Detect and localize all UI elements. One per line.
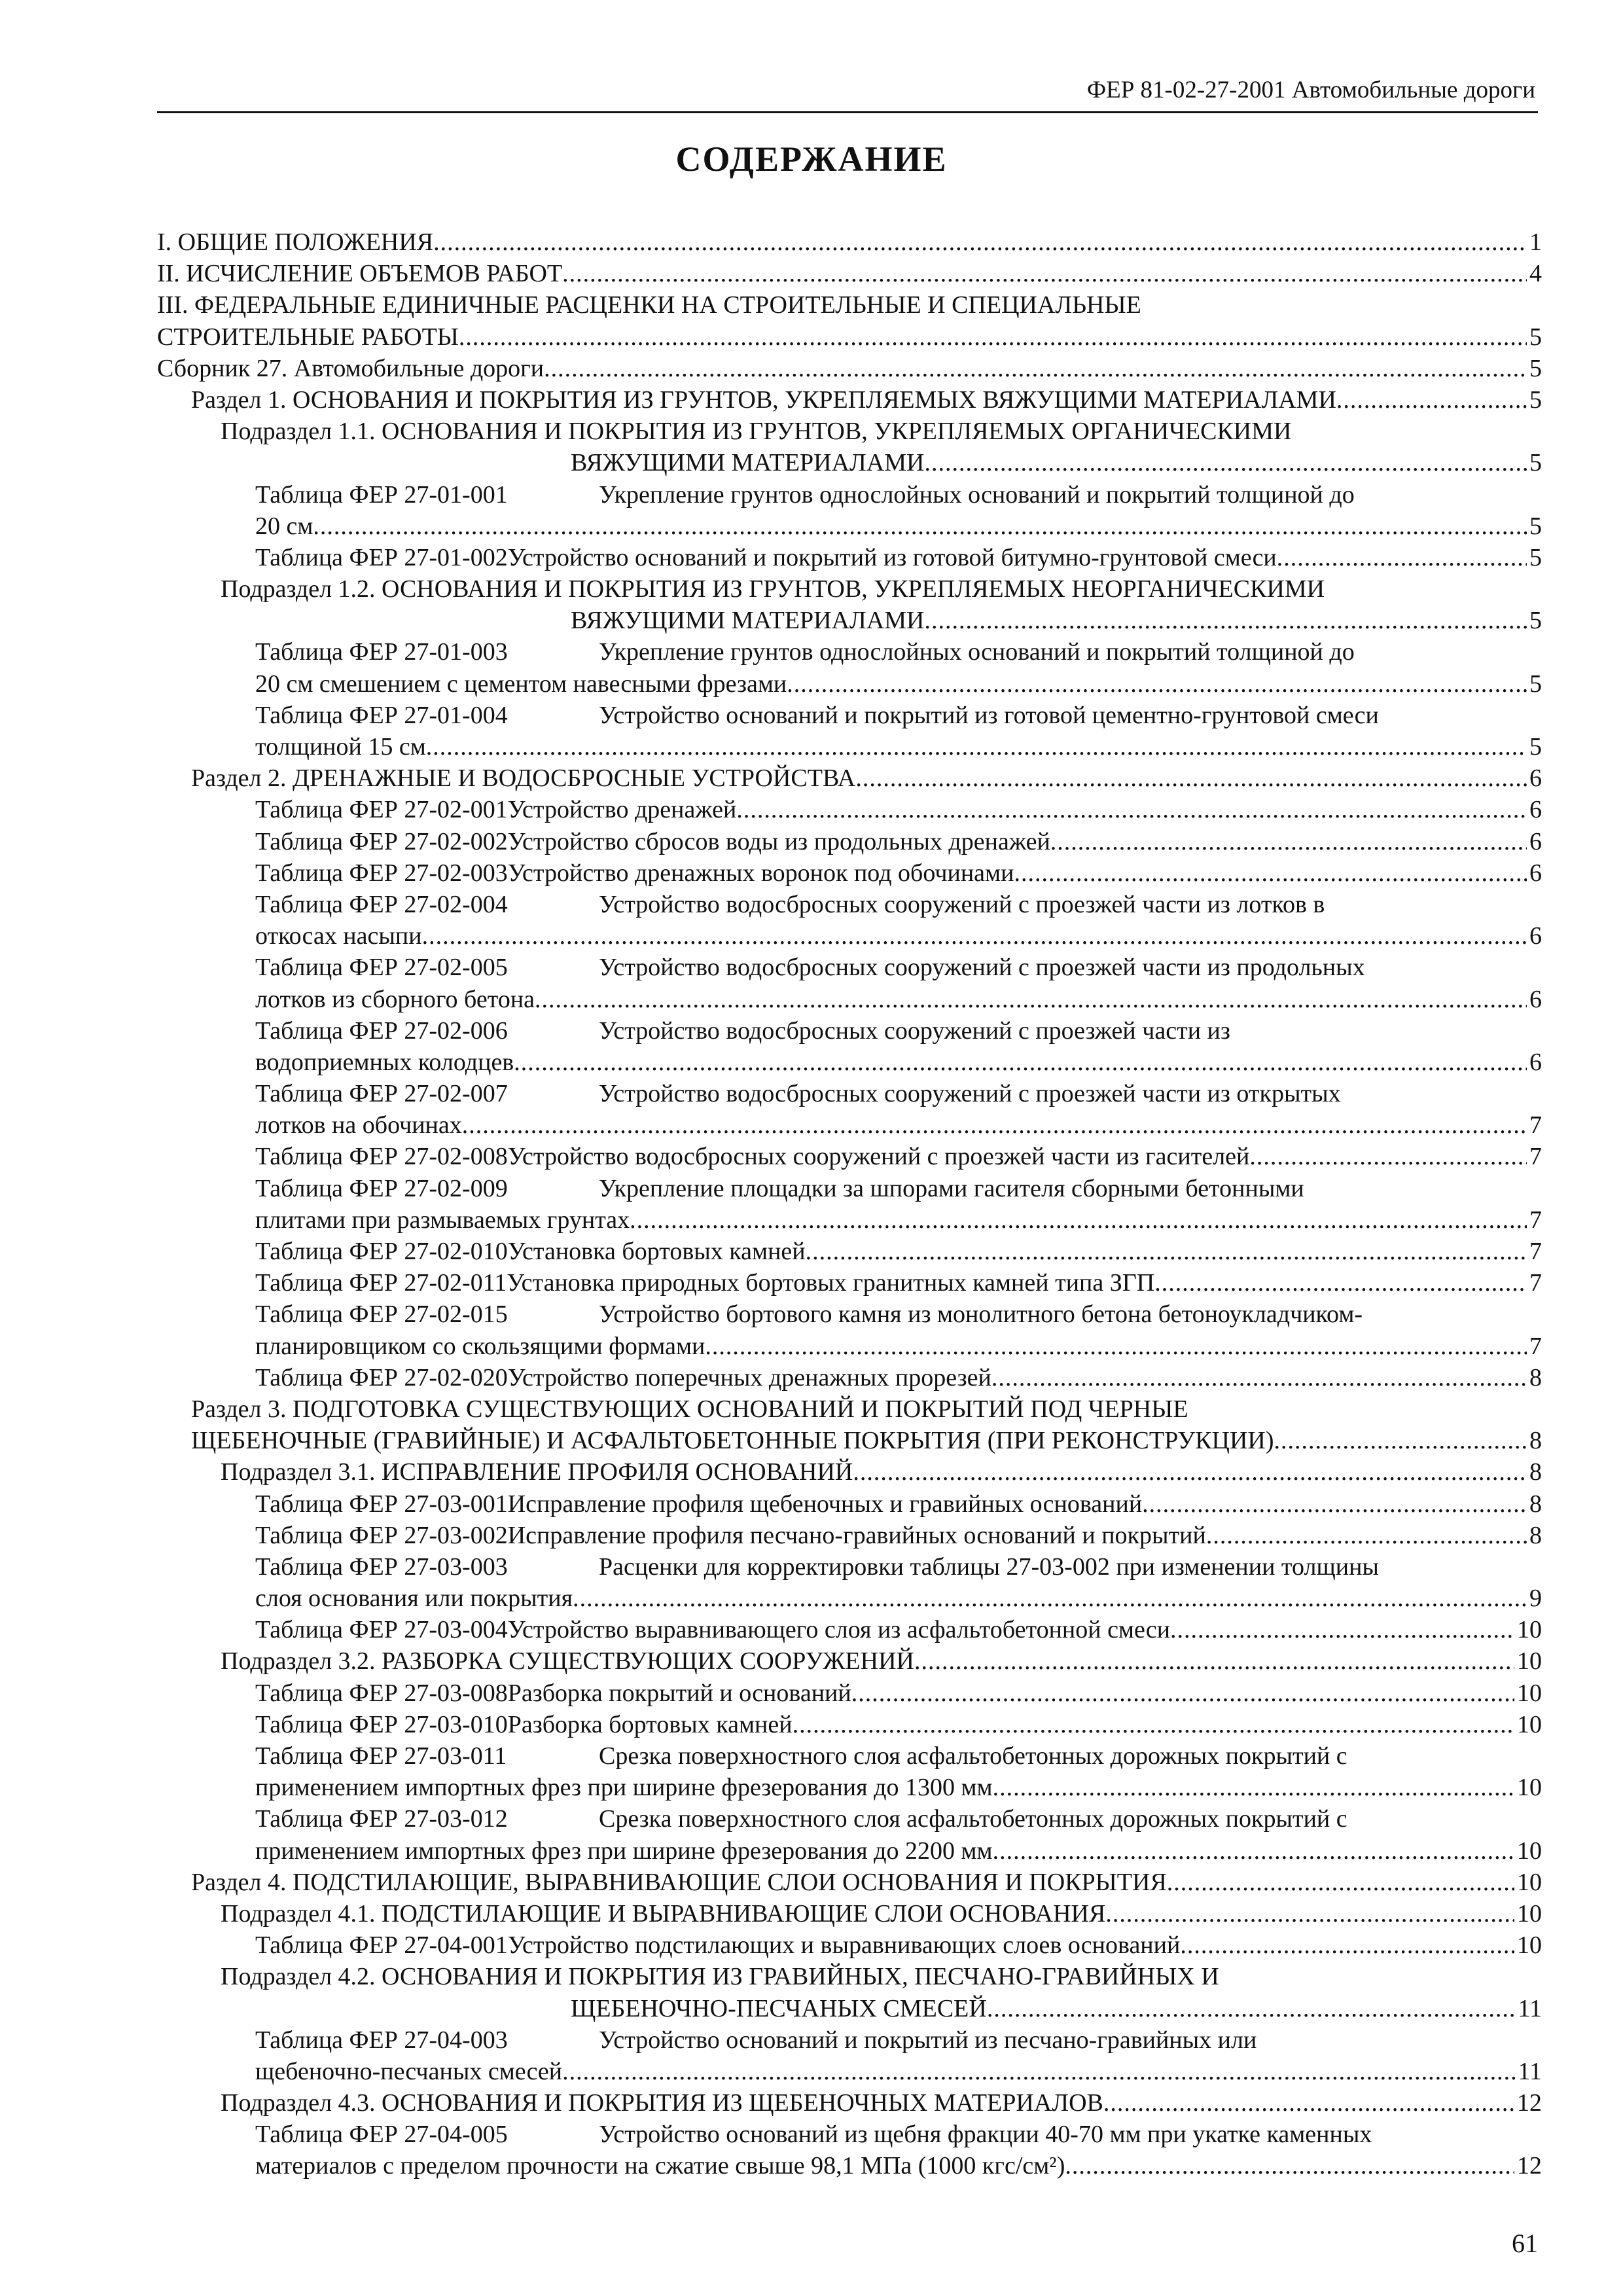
dot-leader	[1105, 1898, 1514, 1929]
dot-leader	[462, 1109, 1527, 1141]
toc-entry-page: 6	[1529, 1048, 1542, 1076]
toc-entry[interactable]	[157, 952, 1542, 983]
toc-entry-text: Подраздел 1.1. ОСНОВАНИЯ И ПОКРЫТИЯ ИЗ ГРУНТОВ, УКРЕПЛЯЕМЫХ ОРГАНИЧЕСКИМИ	[221, 418, 1292, 446]
toc-entry-text: Раздел 4. ПОДСТИЛАЮЩИЕ, ВЫРАВНИВАЮЩИЕ СЛОИ ОСНОВАНИЯ И ПОКРЫТИЯ	[191, 1868, 1167, 1896]
dot-leader	[914, 1645, 1514, 1677]
toc-entry-text: водоприемных колодцев	[255, 1048, 514, 1076]
toc-entry-page: 8	[1529, 1458, 1542, 1486]
toc-entry-page: 10	[1517, 1710, 1542, 1738]
dot-leader	[313, 511, 1527, 542]
dot-leader	[562, 2056, 1515, 2087]
toc-entry-page: 8	[1529, 1427, 1542, 1455]
toc-entry[interactable]	[157, 1173, 1542, 1204]
toc-entry[interactable]	[157, 668, 1542, 700]
toc-entry-page: 10	[1517, 1837, 1542, 1865]
toc-entry-label: Таблица ФЕР 27-02-020	[255, 1363, 508, 1391]
toc-entry-page: 4	[1529, 260, 1542, 288]
toc-entry-text: Устройство оснований и покрытий из готовой битумно-грунтовой смеси	[507, 543, 1277, 571]
toc-entry[interactable]	[157, 1362, 1542, 1393]
toc-entry-label: Таблица ФЕР 27-01-002	[255, 543, 508, 571]
toc-entry-text: лотков из сборного бетона	[255, 985, 535, 1013]
dot-leader	[1180, 1929, 1514, 1961]
toc-entry-text: откосах насыпи	[255, 922, 422, 950]
toc-entry-page: 7	[1529, 1269, 1542, 1297]
toc-entry-text: толщиной 15 см	[255, 733, 426, 761]
toc-entry-text: Устройство оснований и покрытий из песчано-гравийных или	[599, 2026, 1257, 2054]
toc-entry[interactable]	[157, 258, 1542, 289]
toc-entry[interactable]	[157, 1740, 1542, 1772]
dot-leader	[1050, 826, 1527, 857]
toc-entry-label: Таблица ФЕР 27-02-001	[255, 796, 508, 824]
running-header	[157, 73, 1538, 113]
table-of-contents	[157, 226, 1542, 2182]
toc-entry-text: Раздел 2. ДРЕНАЖНЫЕ И ВОДОСБРОСНЫЕ УСТРОЙСТВА	[191, 764, 856, 793]
toc-entry-text: Подраздел 1.2. ОСНОВАНИЯ И ПОКРЫТИЯ ИЗ ГРУНТОВ, УКРЕПЛЯЕМЫХ НЕОРГАНИЧЕСКИМИ	[221, 575, 1325, 603]
toc-entry-text: Устройство подстилающих и выравнивающих слоев оснований	[507, 1931, 1181, 1960]
toc-entry[interactable]	[157, 1772, 1542, 1803]
toc-entry[interactable]	[157, 1204, 1542, 1236]
toc-entry-page: 1	[1529, 228, 1542, 256]
toc-entry-label: Таблица ФЕР 27-02-007	[255, 1080, 508, 1108]
toc-entry[interactable]	[157, 1583, 1542, 1614]
toc-entry-text: Разборка покрытий и оснований	[507, 1679, 851, 1707]
toc-entry-text: Срезка поверхностного слоя асфальтобетонных дорожных покрытий с	[599, 1805, 1347, 1833]
toc-entry-page: 10	[1517, 1868, 1542, 1896]
toc-entry-page: 7	[1529, 1111, 1542, 1139]
toc-entry-text: 20 см	[255, 512, 313, 540]
toc-entry-page: 7	[1529, 1206, 1542, 1234]
toc-entry-page: 6	[1529, 827, 1542, 855]
toc-entry-text: ВЯЖУЩИМИ МАТЕРИАЛАМИ	[571, 607, 925, 635]
toc-entry-label: Таблица ФЕР 27-03-008	[255, 1679, 508, 1707]
toc-entry[interactable]	[157, 605, 1542, 636]
toc-entry[interactable]	[157, 1961, 1542, 1992]
toc-entry-label: Таблица ФЕР 27-04-003	[255, 2026, 508, 2054]
toc-entry[interactable]	[157, 857, 1542, 889]
toc-entry-page: 5	[1529, 323, 1542, 351]
toc-entry-text: Исправление профиля щебеночных и гравийных оснований	[507, 1490, 1143, 1518]
dot-leader	[426, 731, 1527, 762]
toc-entry-text: Установка бортовых камней	[507, 1238, 806, 1265]
dot-leader	[1103, 2087, 1514, 2119]
toc-entry[interactable]	[157, 1015, 1542, 1047]
toc-entry-page: 7	[1529, 1143, 1542, 1171]
toc-entry-text: Устройство водосбросных сооружений с проезжей части из открытых	[599, 1080, 1341, 1108]
toc-entry-text: Устройство водосбросных сооружений с проезжей части из гасителей	[507, 1143, 1250, 1171]
toc-entry-text: I. ОБЩИЕ ПОЛОЖЕНИЯ	[157, 228, 434, 256]
dot-leader	[544, 353, 1527, 384]
page-title: СОДЕРЖАНИЕ	[675, 139, 948, 179]
toc-entry[interactable]	[157, 1078, 1542, 1109]
page-number: 61	[1512, 2229, 1538, 2258]
toc-entry-page: 5	[1529, 607, 1542, 635]
dot-leader	[535, 984, 1527, 1015]
toc-entry-text: применением импортных фрез при ширине фрезерования до 1300 мм	[255, 1774, 993, 1802]
dot-leader	[1274, 1425, 1527, 1456]
toc-entry-page: 5	[1529, 733, 1542, 761]
toc-entry-label: Таблица ФЕР 27-01-001	[255, 480, 508, 509]
toc-entry-text: Устройство водосбросных сооружений с проезжей части из	[599, 1016, 1230, 1045]
dot-leader	[705, 1331, 1527, 1362]
toc-entry-label: Таблица ФЕР 27-02-010	[255, 1238, 508, 1265]
toc-entry-label: Таблица ФЕР 27-03-002	[255, 1521, 508, 1549]
toc-entry-text: СТРОИТЕЛЬНЫЕ РАБОТЫ	[157, 323, 459, 351]
toc-entry-page: 6	[1529, 764, 1542, 793]
toc-entry-text: слоя основания или покрытия	[255, 1585, 573, 1613]
toc-entry-page: 6	[1529, 859, 1542, 887]
toc-entry[interactable]	[157, 511, 1542, 542]
toc-entry-page: 5	[1529, 512, 1542, 540]
toc-entry-page: 6	[1529, 922, 1542, 950]
toc-entry-text: ЩЕБЕНОЧНО-ПЕСЧАНЫХ СМЕСЕЙ	[571, 1994, 987, 2022]
toc-entry-page: 5	[1529, 670, 1542, 698]
toc-entry-text: материалов с пределом прочности на сжатие свыше 98,1 МПа (1000 кгс/см²)	[255, 2152, 1065, 2180]
dot-leader	[433, 226, 1527, 258]
toc-entry-text: Устройство поперечных дренажных прорезей	[507, 1363, 991, 1391]
toc-entry[interactable]	[157, 794, 1542, 825]
toc-entry-page: 5	[1529, 449, 1542, 477]
toc-entry[interactable]	[157, 2056, 1542, 2087]
toc-entry-text: Устройство водосбросных сооружений с проезжей части из продольных	[599, 954, 1365, 982]
toc-entry[interactable]	[157, 573, 1542, 605]
dot-leader	[1167, 1867, 1514, 1898]
dot-leader	[1142, 1488, 1527, 1520]
toc-entry[interactable]	[157, 289, 1542, 321]
toc-entry[interactable]	[157, 2024, 1542, 2056]
toc-entry[interactable]	[157, 1331, 1542, 1362]
toc-entry-page: 12	[1517, 2089, 1542, 2117]
toc-entry-text: II. ИСЧИСЛЕНИЕ ОБЪЕМОВ РАБОТ	[157, 260, 563, 288]
toc-entry[interactable]	[157, 226, 1542, 258]
toc-entry-text: Подраздел 4.1. ПОДСТИЛАЮЩИЕ И ВЫРАВНИВАЮЩИЕ СЛОИ ОСНОВАНИЯ	[221, 1899, 1106, 1928]
toc-entry[interactable]	[157, 2087, 1542, 2119]
toc-entry-label: Таблица ФЕР 27-03-001	[255, 1490, 508, 1518]
toc-entry-page: 9	[1529, 1585, 1542, 1613]
toc-entry[interactable]	[157, 1645, 1542, 1677]
dot-leader	[855, 762, 1527, 794]
toc-entry-text: Устройство оснований и покрытий из готовой цементно-грунтовой смеси	[599, 701, 1379, 729]
dot-leader	[793, 1709, 1514, 1740]
toc-entry-text: Устройство оснований из щебня фракции 40-70 мм при укатке каменных	[599, 2121, 1372, 2149]
toc-entry-label: Таблица ФЕР 27-02-015	[255, 1300, 508, 1329]
toc-entry-text: Укрепление площадки за шпорами гасителя сборными бетонными	[599, 1174, 1304, 1202]
toc-entry-text: Устройство дренажных воронок под обочинами	[507, 859, 1014, 887]
toc-entry-label: Таблица ФЕР 27-02-003	[255, 859, 508, 887]
toc-entry[interactable]	[157, 1425, 1542, 1456]
toc-entry[interactable]	[157, 1929, 1542, 1961]
toc-entry[interactable]	[157, 2150, 1542, 2181]
dot-leader	[993, 1772, 1514, 1803]
toc-entry-text: Устройство бортового камня из монолитного бетона бетоноукладчиком-	[599, 1300, 1363, 1329]
dot-leader	[806, 1236, 1527, 1267]
toc-entry[interactable]	[157, 1867, 1542, 1898]
toc-entry[interactable]	[157, 1236, 1542, 1267]
toc-entry-text: Укрепление грунтов однослойных оснований и покрытий толщиной до	[599, 638, 1355, 666]
toc-entry-text: 20 см смешением с цементом навесными фрезами	[255, 670, 787, 698]
toc-entry-text: Исправление профиля песчано-гравийных оснований и покрытий	[507, 1521, 1206, 1549]
toc-entry-label: Таблица ФЕР 27-04-001	[255, 1931, 508, 1960]
dot-leader	[1249, 1141, 1527, 1172]
toc-entry-label: Таблица ФЕР 27-01-004	[255, 701, 508, 729]
dot-leader	[1014, 857, 1527, 889]
toc-entry[interactable]	[157, 447, 1542, 478]
dot-leader	[925, 605, 1527, 636]
toc-entry-page: 5	[1529, 386, 1542, 414]
toc-entry[interactable]	[157, 920, 1542, 952]
toc-entry-label: Таблица ФЕР 27-03-011	[255, 1742, 507, 1770]
toc-entry-label: Таблица ФЕР 27-04-005	[255, 2121, 508, 2149]
toc-entry-text: Подраздел 4.2. ОСНОВАНИЯ И ПОКРЫТИЯ ИЗ ГРАВИЙНЫХ, ПЕСЧАНО-ГРАВИЙНЫХ И	[221, 1963, 1219, 1991]
toc-entry[interactable]	[157, 1456, 1542, 1488]
dot-leader	[851, 1677, 1514, 1709]
toc-entry-text: Установка природных бортовых гранитных камней типа ЗГП	[507, 1269, 1155, 1297]
toc-entry-text: Подраздел 3.2. РАЗБОРКА СУЩЕСТВУЮЩИХ СООРУЖЕНИЙ	[221, 1647, 914, 1676]
toc-entry[interactable]	[157, 1614, 1542, 1645]
toc-entry[interactable]	[157, 479, 1542, 511]
toc-entry-text: ЩЕБЕНОЧНЫЕ (ГРАВИЙНЫЕ) И АСФАЛЬТОБЕТОННЫЕ ПОКРЫТИЯ (ПРИ РЕКОНСТРУКЦИИ)	[191, 1427, 1274, 1455]
toc-entry-text: Раздел 1. ОСНОВАНИЯ И ПОКРЫТИЯ ИЗ ГРУНТОВ, УКРЕПЛЯЕМЫХ ВЯЖУЩИМИ МАТЕРИАЛАМИ	[191, 386, 1336, 414]
toc-entry-page: 6	[1529, 796, 1542, 824]
toc-entry[interactable]	[157, 1267, 1542, 1299]
toc-entry-label: Таблица ФЕР 27-03-012	[255, 1805, 508, 1833]
toc-entry[interactable]	[157, 542, 1542, 573]
toc-entry[interactable]	[157, 889, 1542, 920]
toc-entry-label: Таблица ФЕР 27-03-010	[255, 1710, 508, 1738]
toc-entry-label: Таблица ФЕР 27-02-004	[255, 890, 508, 918]
toc-entry[interactable]	[157, 1993, 1542, 2024]
toc-entry[interactable]	[157, 826, 1542, 857]
toc-entry-text: Подраздел 3.1. ИСПРАВЛЕНИЕ ПРОФИЛЯ ОСНОВАНИЙ	[221, 1458, 853, 1486]
toc-entry-page: 8	[1529, 1521, 1542, 1549]
dot-leader	[1206, 1520, 1527, 1551]
header-text: ФЕР 81-02-27-2001 Автомобильные дороги	[1086, 77, 1535, 103]
toc-entry[interactable]	[157, 1898, 1542, 1929]
toc-entry-page: 10	[1517, 1616, 1542, 1644]
toc-entry[interactable]	[157, 731, 1542, 762]
toc-entry[interactable]	[157, 762, 1542, 794]
toc-entry[interactable]	[157, 353, 1542, 384]
dot-leader	[987, 1993, 1516, 2024]
dot-leader	[1336, 384, 1527, 416]
dot-leader	[736, 794, 1527, 825]
dot-leader	[422, 920, 1527, 952]
toc-entry-label: Таблица ФЕР 27-02-011	[255, 1269, 507, 1297]
toc-entry-text: Срезка поверхностного слоя асфальтобетонных дорожных покрытий с	[599, 1742, 1347, 1770]
toc-entry-text: Устройство водосбросных сооружений с проезжей части из лотков в	[599, 890, 1325, 918]
dot-leader	[1154, 1267, 1527, 1299]
toc-entry[interactable]	[157, 1551, 1542, 1583]
toc-entry-text: Расценки для корректировки таблицы 27-03-002 при изменении толщины	[599, 1552, 1379, 1581]
toc-entry-page: 10	[1517, 1899, 1542, 1928]
dot-leader	[991, 1362, 1527, 1393]
toc-entry-label: Таблица ФЕР 27-02-006	[255, 1016, 508, 1045]
toc-entry-page: 10	[1517, 1774, 1542, 1802]
dot-leader	[1277, 542, 1527, 573]
toc-entry[interactable]	[157, 1393, 1542, 1425]
toc-entry-text: ВЯЖУЩИМИ МАТЕРИАЛАМИ	[571, 449, 925, 477]
toc-entry-page: 7	[1529, 1238, 1542, 1265]
toc-entry[interactable]	[157, 1835, 1542, 1867]
toc-entry-text: лотков на обочинах	[255, 1111, 462, 1139]
toc-entry-text: Подраздел 4.3. ОСНОВАНИЯ И ПОКРЫТИЯ ИЗ ЩЕБЕНОЧНЫХ МАТЕРИАЛОВ	[221, 2089, 1103, 2117]
toc-entry[interactable]	[157, 1520, 1542, 1551]
toc-entry[interactable]	[157, 416, 1542, 447]
toc-entry-text: Устройство выравнивающего слоя из асфальтобетонной смеси	[507, 1616, 1171, 1644]
dot-leader	[787, 668, 1527, 700]
toc-entry-label: Таблица ФЕР 27-02-009	[255, 1174, 508, 1202]
toc-entry[interactable]	[157, 1677, 1542, 1709]
toc-entry-text: Разборка бортовых камней	[507, 1710, 793, 1738]
toc-entry-text: плитами при размываемых грунтах	[255, 1206, 630, 1234]
dot-leader	[853, 1456, 1527, 1488]
toc-entry[interactable]	[157, 636, 1542, 668]
dot-leader	[459, 321, 1527, 353]
toc-entry-page: 8	[1529, 1490, 1542, 1518]
toc-entry[interactable]	[157, 1047, 1542, 1078]
toc-entry-label: Таблица ФЕР 27-02-002	[255, 827, 508, 855]
toc-entry-page: 5	[1529, 354, 1542, 382]
toc-entry[interactable]	[157, 2119, 1542, 2150]
dot-leader	[1065, 2150, 1514, 2181]
toc-entry-page: 11	[1518, 2057, 1542, 2085]
toc-entry-label: Таблица ФЕР 27-01-003	[255, 638, 508, 666]
dot-leader	[514, 1047, 1527, 1078]
toc-entry-page: 6	[1529, 985, 1542, 1013]
toc-entry-text: Раздел 3. ПОДГОТОВКА СУЩЕСТВУЮЩИХ ОСНОВАНИЙ И ПОКРЫТИЙ ПОД ЧЕРНЫЕ	[191, 1395, 1188, 1423]
toc-entry-text: III. ФЕДЕРАЛЬНЫЕ ЕДИНИЧНЫЕ РАСЦЕНКИ НА СТРОИТЕЛЬНЫЕ И СПЕЦИАЛЬНЫЕ	[157, 291, 1141, 319]
dot-leader	[562, 258, 1527, 289]
toc-entry-text: Устройство сбросов воды из продольных дренажей	[507, 827, 1050, 855]
toc-entry-text: применением импортных фрез при ширине фрезерования до 2200 мм	[255, 1837, 993, 1865]
toc-entry-page: 10	[1517, 1931, 1542, 1960]
dot-leader	[993, 1835, 1514, 1867]
toc-entry[interactable]	[157, 1803, 1542, 1835]
toc-entry-label: Таблица ФЕР 27-03-003	[255, 1552, 508, 1581]
toc-entry-page: 8	[1529, 1363, 1542, 1391]
toc-entry[interactable]	[157, 1709, 1542, 1740]
toc-entry-text: щебеночно-песчаных смесей	[255, 2057, 563, 2085]
toc-entry[interactable]	[157, 1141, 1542, 1172]
toc-entry-page: 10	[1517, 1679, 1542, 1707]
dot-leader	[925, 447, 1527, 478]
dot-leader	[573, 1583, 1527, 1614]
toc-entry[interactable]	[157, 1299, 1542, 1330]
toc-entry-page: 5	[1529, 543, 1542, 571]
toc-entry[interactable]	[157, 1109, 1542, 1141]
toc-entry-text: Устройство дренажей	[507, 796, 737, 824]
toc-entry-page: 12	[1517, 2152, 1542, 2180]
toc-entry-text: Сборник 27. Автомобильные дороги	[157, 354, 544, 382]
toc-entry-label: Таблица ФЕР 27-02-005	[255, 954, 508, 982]
toc-entry-page: 10	[1517, 1647, 1542, 1676]
toc-entry-label: Таблица ФЕР 27-02-008	[255, 1143, 508, 1171]
toc-entry[interactable]	[157, 321, 1542, 353]
toc-entry[interactable]	[157, 984, 1542, 1015]
toc-entry-text: планировщиком со скользящими формами	[255, 1332, 705, 1360]
toc-entry-page: 11	[1518, 1994, 1542, 2022]
toc-entry-page: 7	[1529, 1332, 1542, 1360]
dot-leader	[1170, 1614, 1514, 1645]
toc-entry[interactable]	[157, 384, 1542, 416]
toc-entry-text: Укрепление грунтов однослойных оснований и покрытий толщиной до	[599, 480, 1355, 509]
toc-entry-label: Таблица ФЕР 27-03-004	[255, 1616, 508, 1644]
toc-entry[interactable]	[157, 700, 1542, 731]
dot-leader	[630, 1204, 1527, 1236]
toc-entry[interactable]	[157, 1488, 1542, 1520]
